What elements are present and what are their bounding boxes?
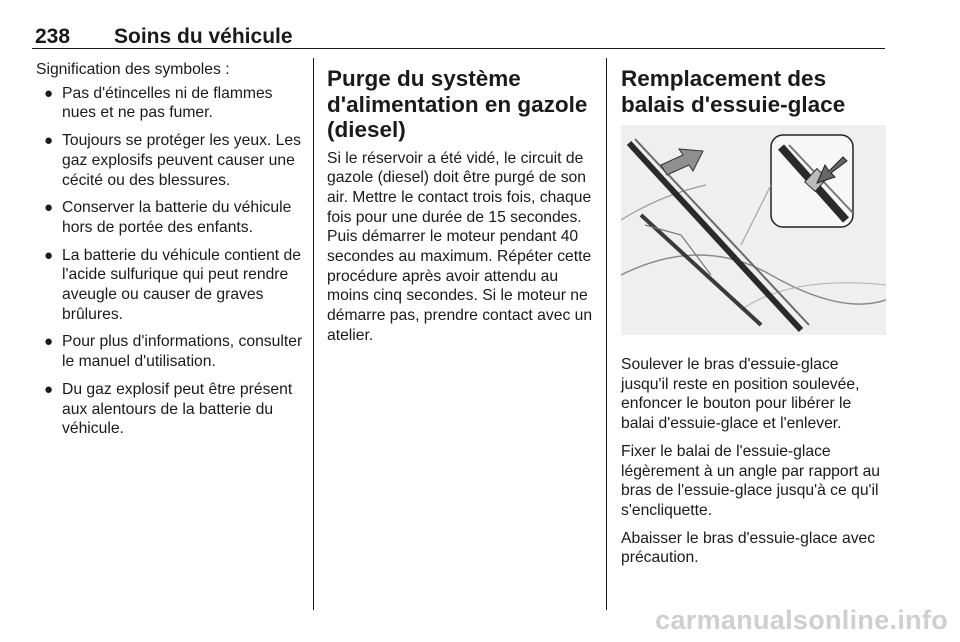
bullet-icon: ● xyxy=(44,132,54,150)
watermark: carmanualsonline.info xyxy=(655,605,948,635)
instruction-paragraph: Abaisser le bras d'essuie-glace avec précaution. xyxy=(621,529,876,567)
list-item xyxy=(36,84,304,123)
warning-list xyxy=(36,84,304,439)
list-item-text: Conserver la batterie du véhicule hors de portée des enfants. xyxy=(62,199,292,236)
list-item-text: Pour plus d'informations, consulter le manuel d'utilisation. xyxy=(62,333,303,371)
list-item-text: Pas d'étincelles ni de flammes nues et ne pas fumer. xyxy=(62,84,273,122)
list-item xyxy=(36,131,304,190)
bullet-icon: ● xyxy=(44,246,54,264)
page-header xyxy=(32,22,885,49)
column-symbols xyxy=(36,60,304,447)
bullet-icon: ● xyxy=(44,84,54,102)
column-divider xyxy=(606,58,607,610)
section-heading: Remplacement des balais d'essuie-glace xyxy=(621,66,846,117)
wiper-illustration-svg xyxy=(621,125,886,335)
instruction-paragraph: Fixer le balai de l'essuie-glace légèrement à un angle par rapport au bras de l'essuie-glace jusqu'à ce qu'il s'encliquette. xyxy=(621,442,881,519)
instruction-paragraph: Soulever le bras d'essuie-glace jusqu'il reste en position soulevée, enfoncer le bouton pour libérer le balai d'essuie-glace et l'enlever. xyxy=(621,356,860,433)
column-fuel-bleed xyxy=(327,60,593,354)
bullet-icon: ● xyxy=(44,333,54,351)
wiper-blade-illustration xyxy=(621,125,886,335)
bullet-icon: ● xyxy=(44,199,54,217)
symbols-intro: Signification des symboles : xyxy=(36,61,230,78)
list-item-text: Du gaz explosif peut être présent aux alentours de la batterie du véhicule. xyxy=(62,380,293,438)
list-item xyxy=(36,246,304,325)
list-item xyxy=(36,198,304,237)
list-item xyxy=(36,380,304,439)
running-title: Soins du véhicule xyxy=(114,25,293,48)
section-body: Si le réservoir a été vidé, le circuit de gazole (diesel) doit être purgé de son air. Mettre le contact trois fois, chaque fois pour une durée de 15 secondes. Puis démarrer le moteur pendant 40 secondes au maximum. Répéter cette procédure après avoir attendu au moins cinq secondes. Si le moteur ne démarre pas, prendre contact avec un atelier. xyxy=(327,149,593,344)
column-divider xyxy=(313,58,314,610)
page-number: 238 xyxy=(35,25,71,48)
section-heading: Purge du système d'alimentation en gazole (diesel) xyxy=(327,66,588,142)
bullet-icon: ● xyxy=(44,380,54,398)
list-item-text: Toujours se protéger les yeux. Les gaz explosifs peuvent causer une cécité ou des blessures. xyxy=(62,132,301,189)
list-item xyxy=(36,332,304,371)
list-item-text: La batterie du véhicule contient de l'acide sulfurique qui peut rendre aveugle ou causer de graves brûlures. xyxy=(62,246,301,323)
column-wiper-replacement xyxy=(621,60,887,576)
